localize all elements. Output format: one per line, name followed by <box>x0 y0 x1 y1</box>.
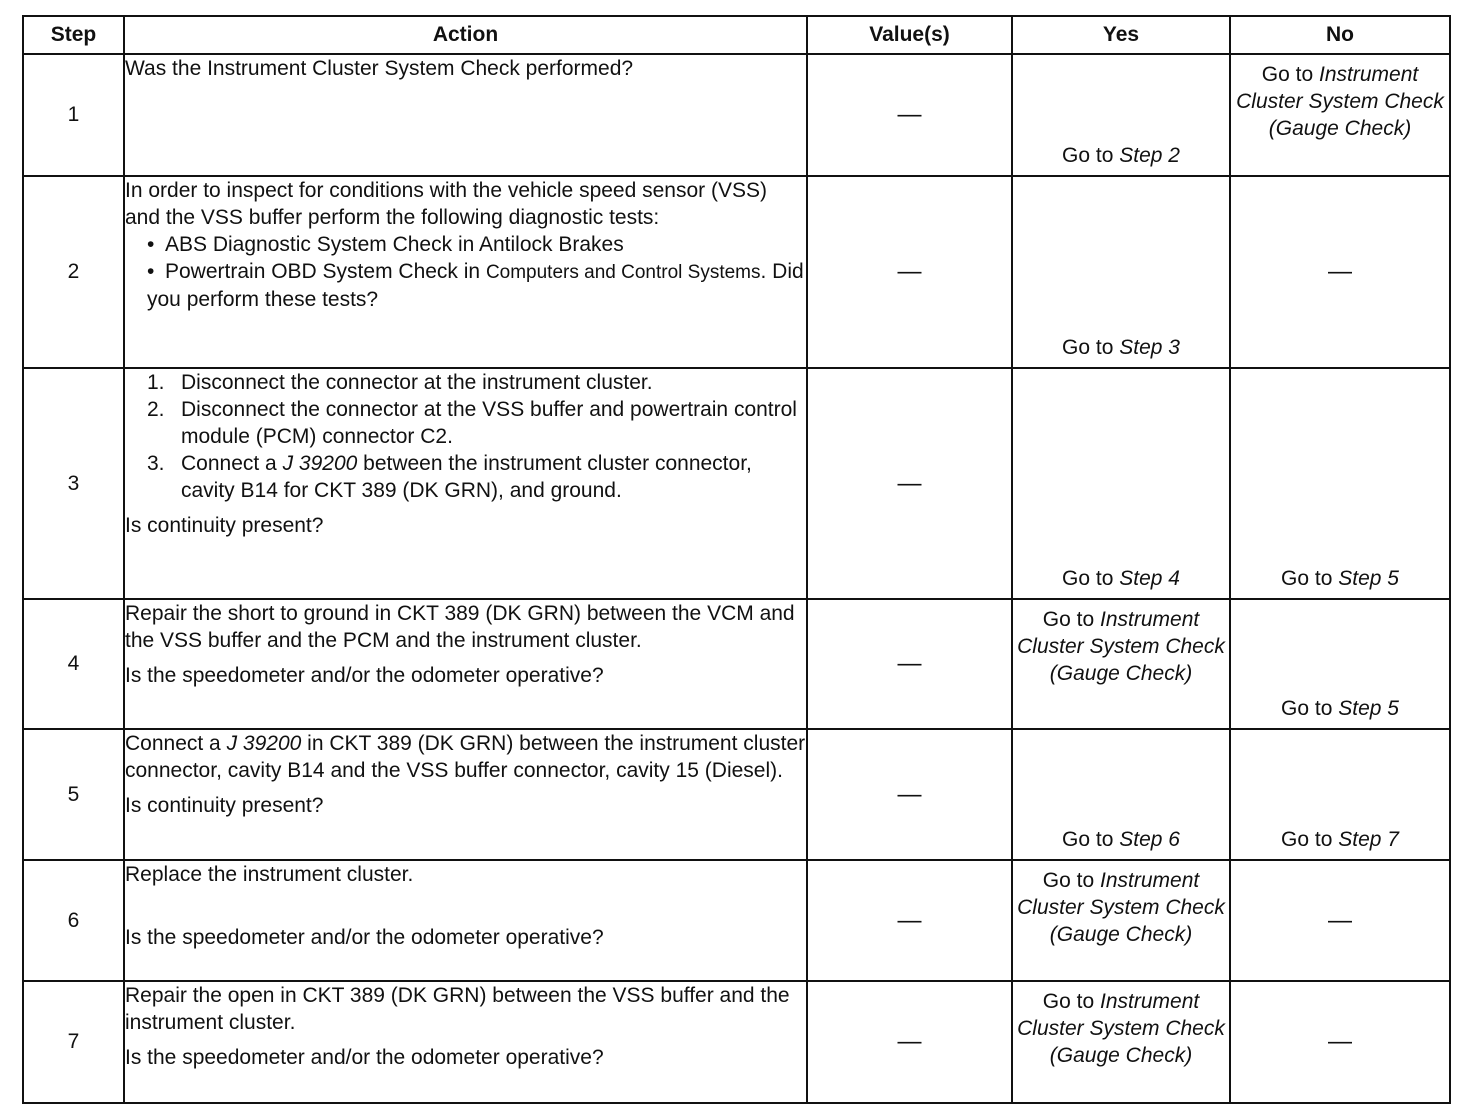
question-text: Is the speedometer and/or the odometer operative? <box>125 1046 604 1069</box>
action-cell <box>124 368 807 599</box>
no-cell: — <box>1230 860 1450 981</box>
yes-text: Go to Instrument Cluster System Check (Gauge Check) <box>1017 990 1225 1067</box>
action-cell <box>124 176 807 368</box>
bullet-item: • Powertrain OBD System Check in Computers and Control Systems. Did you perform these tests? <box>147 260 804 311</box>
action-text: Was the Instrument Cluster System Check performed? <box>125 57 634 80</box>
yes-cell <box>1012 981 1230 1103</box>
bullet-item: • ABS Diagnostic System Check in Antilock Brakes <box>147 233 624 256</box>
table-row <box>23 368 1450 599</box>
yes-cell <box>1012 599 1230 729</box>
header-row <box>23 16 1450 54</box>
action-text: Replace the instrument cluster. <box>125 863 414 886</box>
table-row <box>23 981 1450 1103</box>
action-text: Repair the short to ground in CKT 389 (DK GRN) between the VCM and the VSS buffer and the PCM and the instrument cluster. <box>125 602 795 652</box>
no-cell: — <box>1230 981 1450 1103</box>
action-text: In order to inspect for conditions with the vehicle speed sensor (VSS) and the VSS buffer perform the following diagnostic tests: <box>125 179 767 229</box>
yes-step-ref[interactable]: Step 4 <box>1119 567 1180 590</box>
no-step-ref[interactable]: Step 7 <box>1338 828 1399 851</box>
yes-cell <box>1012 176 1230 368</box>
action-text: Connect a J 39200 in CKT 389 (DK GRN) between the instrument cluster connector, cavity B14 and the VSS buffer connector, cavity 15 (Diesel). <box>125 732 806 782</box>
no-text: Go to Step 5 <box>1281 697 1399 720</box>
no-step-ref[interactable]: Instrument Cluster System Check (Gauge Check) <box>1236 63 1444 140</box>
numbered-item: 1. Disconnect the connector at the instrument cluster. <box>147 371 653 394</box>
value-cell: — <box>807 54 1012 176</box>
step-number: 4 <box>23 599 124 729</box>
yes-text: Go to Step 2 <box>1062 144 1180 167</box>
action-cell <box>124 729 807 860</box>
step-number: 2 <box>23 176 124 368</box>
no-cell <box>1230 599 1450 729</box>
action-cell <box>124 860 807 981</box>
yes-text: Go to Step 3 <box>1062 336 1180 359</box>
header-step: Step <box>23 16 124 54</box>
table-row <box>23 54 1450 176</box>
action-text: Repair the open in CKT 389 (DK GRN) between the VSS buffer and the instrument cluster. <box>125 984 790 1034</box>
yes-step-ref[interactable]: Instrument Cluster System Check (Gauge Check) <box>1017 869 1225 946</box>
no-text: Go to Step 5 <box>1281 567 1399 590</box>
yes-step-ref[interactable]: Step 2 <box>1119 144 1180 167</box>
value-cell: — <box>807 176 1012 368</box>
table-row <box>23 599 1450 729</box>
value-cell: — <box>807 981 1012 1103</box>
header-yes: Yes <box>1012 16 1230 54</box>
no-cell: — <box>1230 176 1450 368</box>
value-cell: — <box>807 599 1012 729</box>
step-number: 1 <box>23 54 124 176</box>
tool-ref: J 39200 <box>226 732 302 755</box>
no-cell <box>1230 54 1450 176</box>
yes-text: Go to Instrument Cluster System Check (Gauge Check) <box>1017 869 1225 946</box>
header-no: No <box>1230 16 1450 54</box>
no-text: Go to Instrument Cluster System Check (Gauge Check) <box>1236 63 1444 140</box>
yes-step-ref[interactable]: Instrument Cluster System Check (Gauge Check) <box>1017 608 1225 685</box>
action-cell <box>124 599 807 729</box>
question-text: Is continuity present? <box>125 794 324 817</box>
no-cell <box>1230 729 1450 860</box>
yes-step-ref[interactable]: Step 3 <box>1119 336 1180 359</box>
question-text: Is continuity present? <box>125 514 324 537</box>
no-step-ref[interactable]: Step 5 <box>1338 697 1399 720</box>
action-cell <box>124 981 807 1103</box>
diagnostic-table <box>22 15 1451 1104</box>
value-cell: — <box>807 368 1012 599</box>
table-row <box>23 729 1450 860</box>
header-action: Action <box>124 16 807 54</box>
value-cell: — <box>807 860 1012 981</box>
question-text: Is the speedometer and/or the odometer operative? <box>125 926 604 949</box>
numbered-item: 3. Connect a J 39200 between the instrument cluster connector, cavity B14 for CKT 389 (DK GRN), and ground. <box>147 452 752 502</box>
yes-text: Go to Step 4 <box>1062 567 1180 590</box>
yes-step-ref[interactable]: Step 6 <box>1119 828 1180 851</box>
action-cell <box>124 54 807 176</box>
yes-text: Go to Instrument Cluster System Check (Gauge Check) <box>1017 608 1225 685</box>
table-row <box>23 176 1450 368</box>
tool-ref: J 39200 <box>282 452 358 475</box>
header-values: Value(s) <box>807 16 1012 54</box>
step-number: 6 <box>23 860 124 981</box>
table-row <box>23 860 1450 981</box>
yes-text: Go to Step 6 <box>1062 828 1180 851</box>
yes-cell <box>1012 860 1230 981</box>
yes-cell <box>1012 368 1230 599</box>
step-number: 7 <box>23 981 124 1103</box>
no-text: Go to Step 7 <box>1281 828 1399 851</box>
yes-cell <box>1012 54 1230 176</box>
numbered-item: 2. Disconnect the connector at the VSS buffer and powertrain control module (PCM) connector C2. <box>147 398 797 448</box>
no-step-ref[interactable]: Step 5 <box>1338 567 1399 590</box>
no-cell <box>1230 368 1450 599</box>
step-number: 3 <box>23 368 124 599</box>
question-text: Is the speedometer and/or the odometer operative? <box>125 664 604 687</box>
value-cell: — <box>807 729 1012 860</box>
yes-cell <box>1012 729 1230 860</box>
yes-step-ref[interactable]: Instrument Cluster System Check (Gauge Check) <box>1017 990 1225 1067</box>
step-number: 5 <box>23 729 124 860</box>
